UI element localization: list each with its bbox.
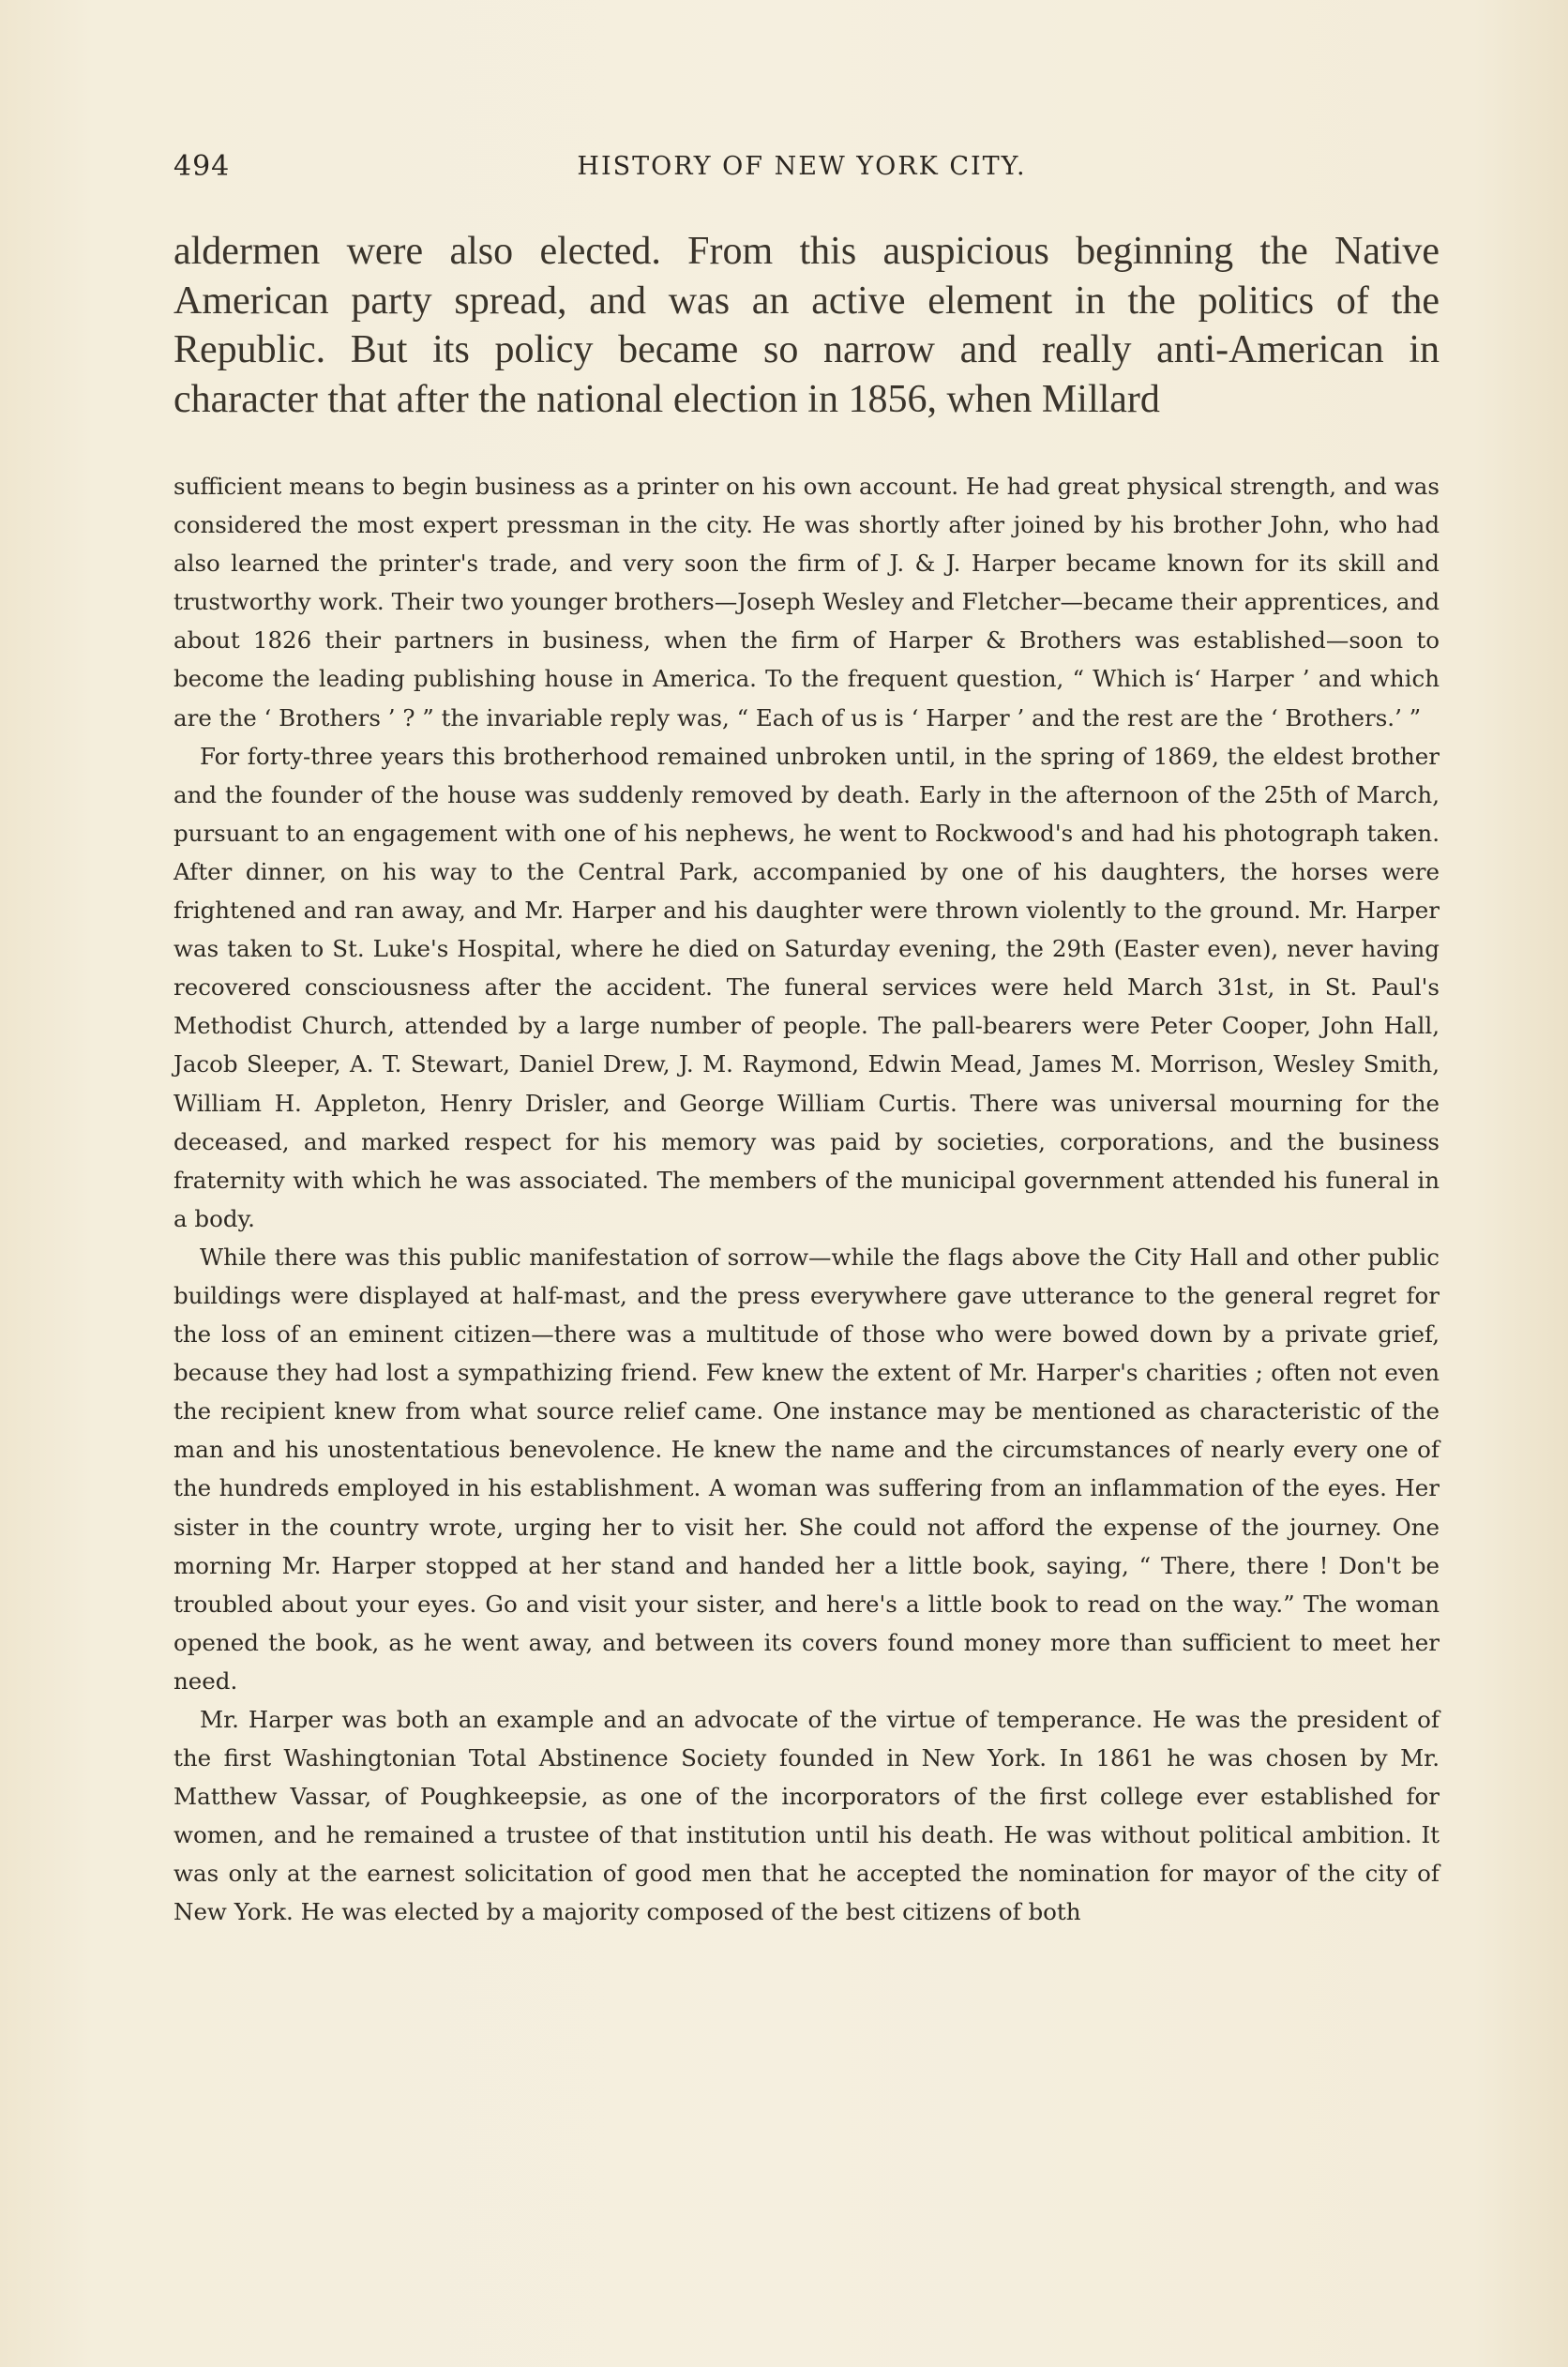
page-number: 494 [173,150,231,183]
footnote-text [173,467,1440,1932]
footnote-paragraph-2: For forty-three years this brotherhood remained unbroken until, in the spring of 1869, the eldest brother and the founder of the house was suddenly removed by death. Early in the afternoon of the 25th of March, pursuant to an engagement with one of his nephews, he went to Rockwood's and had his photograph taken. After dinner, on his way to the Central Park, accompanied by one of his daughters, the horses were frightened and ran away, and Mr. Harper and his daughter were thrown violently to the ground. Mr. Harper was taken to St. Luke's Hospital, where he died on Saturday evening, the 29th (Easter even), never having recovered consciousness after the accident. The funeral services were held March 31st, in St. Paul's Methodist Church, attended by a large number of people. The pall-bearers were Peter Cooper, John Hall, Jacob Sleeper, A. T. Stewart, Daniel Drew, J. M. Raymond, Edwin Mead, James M. Morrison, Wesley Smith, William H. Appleton, Henry Drisler, and George William Curtis. There was universal mourning for the deceased, and marked respect for his memory was paid by societies, corporations, and the business fraternity with which he was associated. The members of the municipal government attended his funeral in a body. [173,742,1440,1232]
running-head: HISTORY OF NEW YORK CITY. [577,152,1027,181]
footnote-paragraph-3: While there was this public manifestation of sorrow—while the flags above the City Hall and other public buildings were displayed at half-mast, and the press everywhere gave utterance to the general regret for the loss of an eminent citizen—there was a multitude of those who were bowed down by a private grief, because they had lost a sympathizing friend. Few knew the extent of Mr. Harper's charities ; often not even the recipient knew from what source relief came. One instance may be mentioned as characteristic of the man and his unostentatious benevolence. He knew the name and the circumstances of nearly every one of the hundreds employed in his establishment. A woman was suffering from an inflammation of the eyes. Her sister in the country wrote, urging her to visit her. She could not afford the expense of the journey. One morning Mr. Harper stopped at her stand and handed her a little book, saying, “ There, there ! Don't be troubled about your eyes. Go and visit your sister, and here's a little book to read on the way.” The woman opened the book, as he went away, and between its covers found money more than sufficient to meet her need. [173,1243,1440,1695]
footnote-paragraph-1: sufficient means to begin business as a printer on his own account. He had great physical strength, and was considered the most expert pressman in the city. He was shortly after joined by his brother John, who had also learned the printer's trade, and very soon the firm of J. & J. Harper became known for its skill and trustworthy work. Their two younger brothers—Joseph Wesley and Fletcher—became their apprentices, and about 1826 their partners in business, when the firm of Harper & Brothers was established—soon to become the leading publishing house in America. To the frequent question, “ Which is‘ Harper ’ and which are the ‘ Brothers ’ ? ” the invariable reply was, “ Each of us is ‘ Harper ’ and the rest are the ‘ Brothers.’ ” [173,473,1440,731]
main-paragraph: aldermen were also elected. From this auspicious beginning the Native American party spread, and was an active element in the politics of the Republic. But its policy became so narrow and really anti-American in character that after the national election in 1856, when Millard [173,230,1440,421]
main-text [173,227,1440,424]
footnote-paragraph-4: Mr. Harper was both an example and an advocate of the virtue of temperance. He was the president of the first Washingtonian Total Abstinence Society founded in New York. In 1861 he was chosen by Mr. Matthew Vassar, of Poughkeepsie, as one of the incorporators of the first college ever established for women, and he remained a trustee of that institution until his death. He was without political ambition. It was only at the earnest solicitation of good men that he accepted the nomination for mayor of the city of New York. He was elected by a majority composed of the best citizens of both [173,1706,1440,1926]
page-header [173,150,1430,188]
